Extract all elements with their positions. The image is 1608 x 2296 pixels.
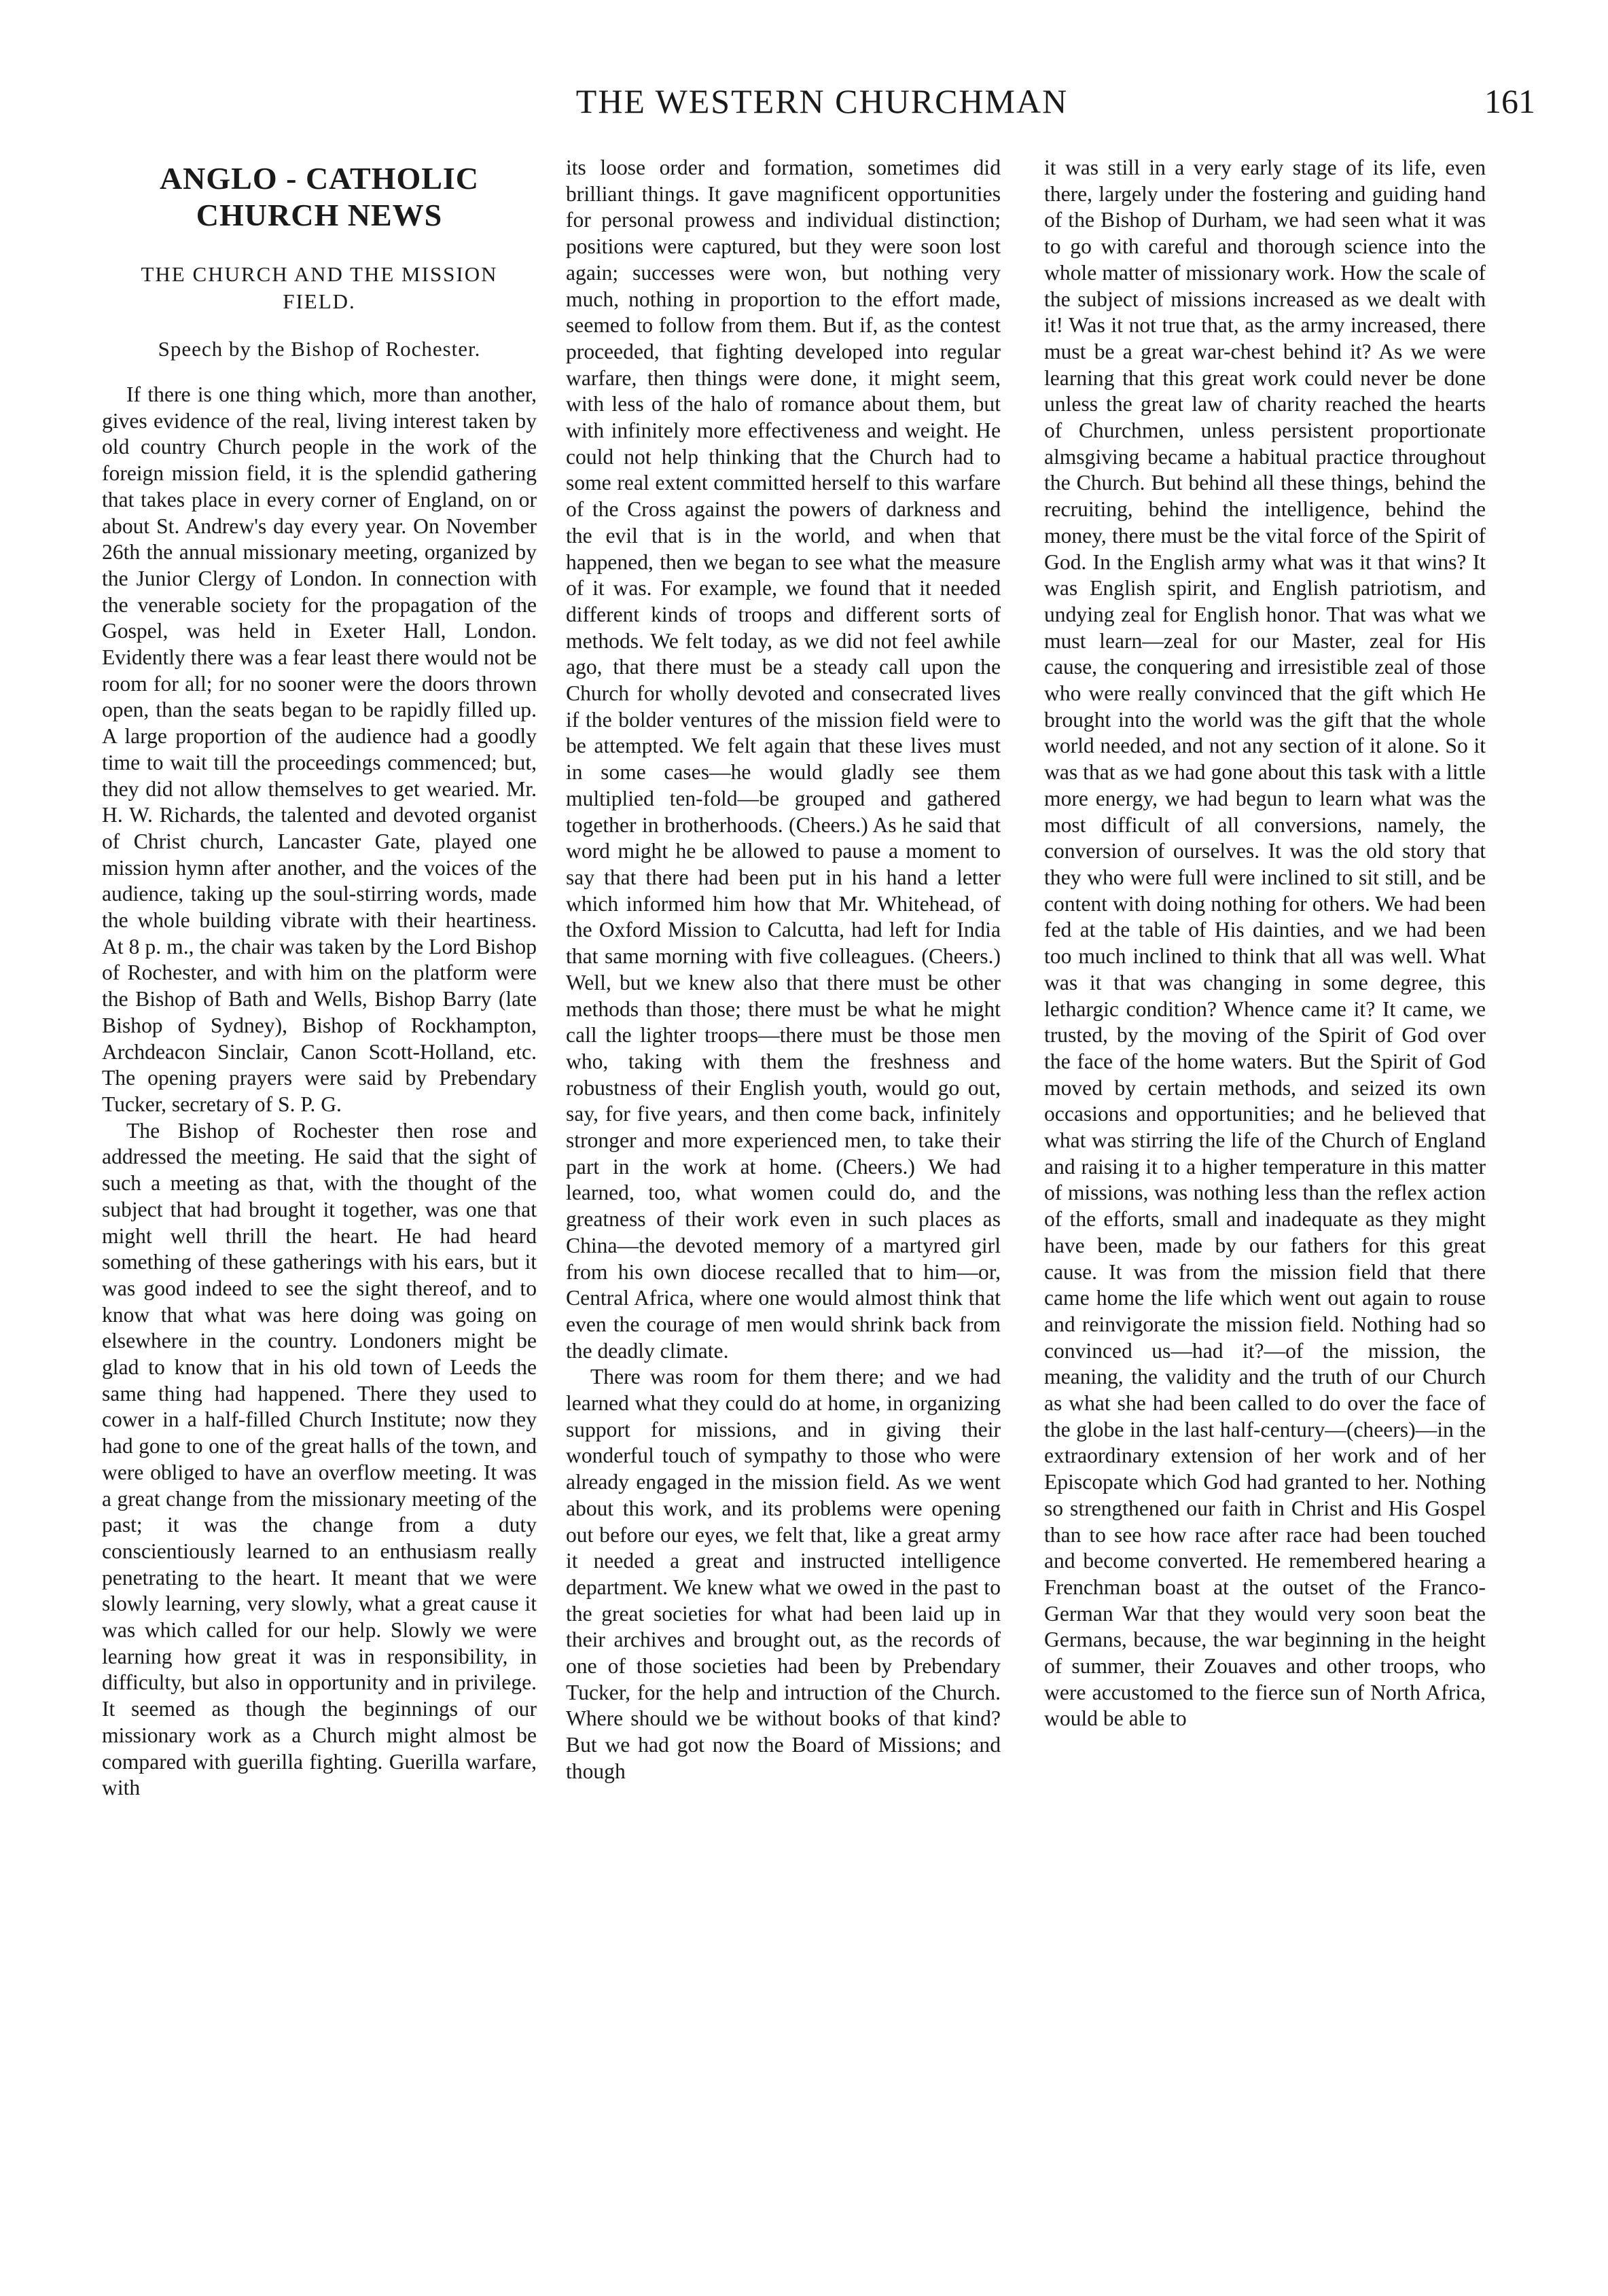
running-head-title: THE WESTERN CHURCHMAN [575,82,1069,120]
paragraph: If there is one thing which, more than another, gives evidence of the real, living interest taken by old country Church people in the work of the foreign mission field, it is the splendid gathering that takes place in every corner of England, on or about St. Andrew's day every year. On November 26th the annual missionary meeting, organized by the Junior Clergy of London. In connection with the venerable society for the propagation of the Gospel, was held in Exeter Hall, London. Evidently there was a fear least there would not be room for all; for no sooner were the doors thrown open, than the seats began to be rapidly filled up. A large proportion of the audience had a goodly time to wait till the proceedings commenced; but, they did not allow themselves to get wearied. Mr. H. W. Richards, the talented and devoted organist of Christ church, Lancaster Gate, played one mission hymn after another, and the voices of the audience, taking up the soul-stirring words, made the whole building vibrate with their heartiness. At 8 p. m., the chair was taken by the Lord Bishop of Rochester, and with him on the platform were the Bishop of Bath and Wells, Bishop Barry (late Bishop of Sydney), Bishop of Rockhampton, Archdeacon Sinclair, Canon Scott-Holland, etc. The opening prayers were said by Prebendary Tucker, secretary of S. P. G. [102,382,537,1116]
article-column-2 [566,155,1001,2234]
article-column-3 [1044,155,1486,2234]
page-number: 161 [1484,82,1535,120]
article-subhead: THE CHURCH AND THE MISSION FIELD. [141,262,498,313]
paragraph: its loose order and formation, sometimes did brilliant things. It gave magnificent opportunities for personal prowess and individual distinction; positions were captured, but they were soon lost again; successes were won, but nothing very much, nothing in proportion to the effort made, seemed to follow from them. But if, as the contest proceeded, that fighting developed into regular warfare, then things were done, it might seem, with less of the halo of romance about them, but with infinitely more effectiveness and weight. He could not help thinking that the Church had to some real extent committed herself to this warfare of the Cross against the powers of darkness and the evil that is in the world, and when that happened, then we began to see what the measure of it was. For example, we found that it needed different kinds of troops and different sorts of methods. We felt today, as we did not feel awhile ago, that there must be a steady call upon the Church for wholly devoted and consecrated lives if the bolder ventures of the mission field were to be attempted. We felt again that these lives must in some cases—he would gladly see them multiplied ten-fold—be grouped and gathered together in brotherhoods. (Cheers.) As he said that word might he be allowed to pause a moment to say that there had been put in his hand a letter which informed him how that Mr. Whitehead, of the Oxford Mission to Calcutta, had left for India that same morning with five colleagues. (Cheers.) Well, but we knew also that there must be other methods than those; there must be what he might call the lighter troops—there must be those men who, taking with them the freshness and robustness of their English youth, would go out, say, for five years, and then come back, infinitely stronger and more experienced men, to take their part in the work at home. (Cheers.) We had learned, too, what women could do, and the greatness of their work even in such places as China—the devoted memory of a martyred girl from his own diocese recalled that to him—or, Central Africa, where one would almost think that even the courage of men would shrink back from the deadly climate. [566,156,1001,1363]
paragraph: The Bishop of Rochester then rose and addressed the meeting. He said that the sight of such a meeting as that, with the thought of the subject that had brought it together, was one that might well thrill the heart. He had heard something of these gatherings with his ears, but it was good indeed to see the sight thereof, and to know that what was here doing was going on elsewhere in the country. Londoners might be glad to know that in his old town of Leeds the same thing had happened. There they used to cower in a half-filled Church Institute; now they had gone to one of the great halls of the town, and were obliged to have an overflow meeting. It was a great change from the missionary meeting of the past; it was the change from a duty conscientiously learned to an enthusiasm really penetrating to the heart. It meant that we were slowly learning, very slowly, what a great cause it was which called for our help. Slowly we were learning how great it was in responsibility, in difficulty, but also in opportunity and in privilege. It seemed as though the beginnings of our missionary work as a Church might almost be compared with guerilla fighting. Guerilla warfare, with [102,1118,537,1800]
paragraph: There was room for them there; and we had learned what they could do at home, in organizing support for missions, and in giving their wonderful touch of sympathy to those who were already engaged in the mission field. As we went about this work, and its problems were opening out before our eyes, we felt that, like a great army it needed a great and instructed intelligence department. We knew what we owed in the past to the great societies for what had been laid up in their archives and brought out, as the records of one of those societies had been by Prebendary Tucker, for the help and intruction of the Church. Where should we be without books of that kind? But we had got now the Board of Missions; and though [566,1365,1001,1783]
paragraph: it was still in a very early stage of its life, even there, largely under the fostering and guiding hand of the Bishop of Durham, we had seen what it was to go with careful and thorough science into the whole matter of missionary work. How the scale of the subject of missions increased as we dealt with it! Was it not true that, as the army increased, there must be a great war-chest behind it? As we were learning that this great work could never be done unless the great law of charity reached the hearts of Churchmen, unless persistent proportionate almsgiving became a habitual practice throughout the Church. But behind all these things, behind the recruiting, behind the intelligence, behind the money, there must be the vital force of the Spirit of God. In the English army what was it that wins? It was English spirit, and English patriotism, and undying zeal for English honor. That was what we must learn—zeal for our Master, zeal for His cause, the conquering and irresistible zeal of those who were really convinced that the gift which He brought into the world was the gift that the whole world needed, and not any section of it alone. So it was that as we had gone about this task with a little more energy, we had begun to learn what was the most difficult of all conversions, namely, the conversion of ourselves. It was the old story that they who were full were inclined to sit still, and be content with doing nothing for others. We had been fed at the table of His dainties, and we had been too much inclined to think that all was well. What was it that was changing in some degree, this lethargic condition? Whence came it? It came, we trusted, by the moving of the Spirit of God over the face of the home waters. But the Spirit of God moved by certain methods, and seized its own occasions and opportunities; and he believed that what was stirring the life of the Church of England and raising it to a higher temperature in this matter of missions, was nothing less than the reflex action of the efforts, small and inadequate as they might have been, made by our fathers for this great cause. It was from the mission field that there came home the life which went out again to rouse and reinvigorate the mission field. Nothing had so convinced us—had it?—of the mission, the meaning, the validity and the truth of our Church as what she had been called to do over the face of the globe in the last half-century—(cheers)—in the extraordinary extension of her work and of her Episcopate which God had granted to her. Nothing so strengthened our faith in Christ and His Gospel than to see how race after race had been touched and become converted. He remembered hearing a Frenchman boast at the outset of the Franco-German War that they would very soon beat the Germans, because, the war beginning in the height of summer, their Zouaves and other troops, who were accustomed to the fierce sun of North Africa, would be able to [1044,156,1486,1731]
article-column-1 [102,155,537,2234]
article-headline: ANGLO - CATHOLIC CHURCH NEWS [159,161,480,232]
article-byline: Speech by the Bishop of Rochester. [158,337,481,361]
